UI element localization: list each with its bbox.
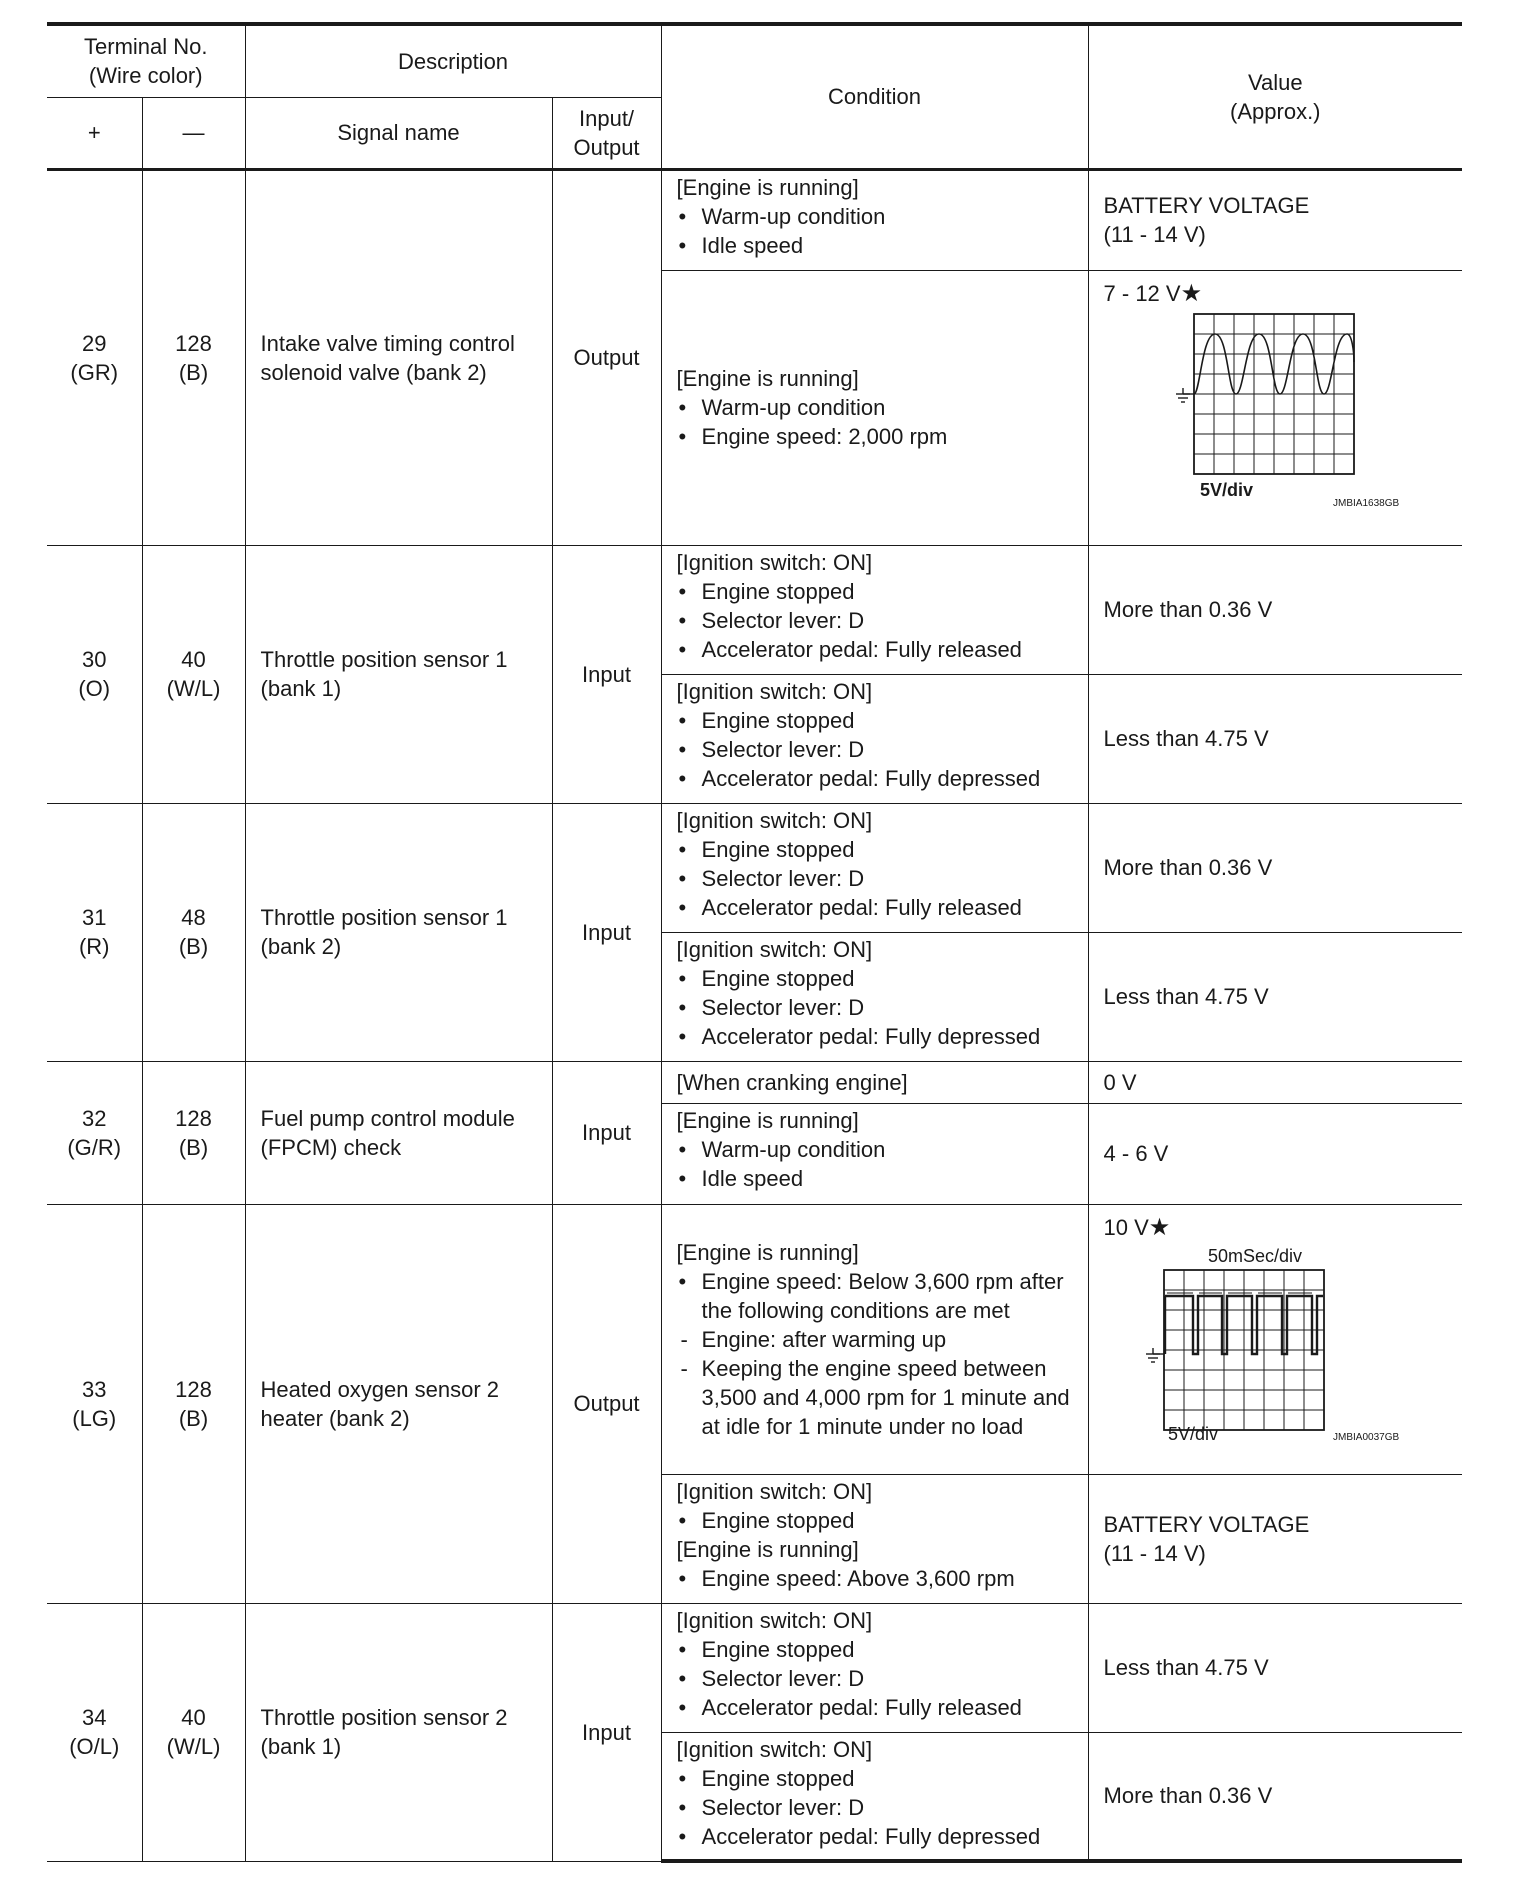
approx-label: (Approx.) [1230, 98, 1321, 124]
condition-cell [661, 1603, 1088, 1732]
condition-title: [Ignition switch: ON] [676, 678, 873, 704]
terminal-no-header [47, 24, 245, 97]
time-per-div-label: 50mSec/div [1207, 1245, 1302, 1266]
minus-terminal-cell [142, 803, 245, 1061]
value-text: BATTERY VOLTAGE [1103, 193, 1310, 218]
signal-name-line: (bank 1) [260, 1734, 342, 1759]
value-header [1088, 24, 1462, 169]
condition-list [677, 1267, 1082, 1441]
signal-name-line: Heated oxygen sensor 2 [260, 1376, 500, 1402]
condition-list [677, 202, 1082, 260]
input-label: Input/ [579, 105, 635, 131]
value-cell [1088, 1474, 1462, 1603]
output-label: Output [573, 134, 640, 160]
condition-item: • Engine speed: 2,000 rpm [677, 422, 1082, 451]
wire-color: (GR) [70, 359, 119, 385]
terminal-number: 48 [181, 905, 206, 930]
input-output-header [552, 97, 661, 169]
condition-item: • Engine stopped [677, 1506, 1082, 1535]
wire-color: (B) [178, 359, 209, 385]
table-row [47, 803, 1462, 932]
condition-item: • Accelerator pedal: Fully released [677, 635, 1082, 664]
condition-list [677, 1764, 1082, 1851]
condition-list [677, 1135, 1082, 1193]
condition-cell [661, 1204, 1088, 1474]
table-row [47, 1061, 1462, 1103]
wire-color: (R) [78, 934, 110, 959]
terminal-no-label: Terminal No. [84, 34, 208, 60]
signal-name-line: solenoid valve (bank 2) [260, 359, 487, 385]
value-cell: 4 - 6 V [1088, 1103, 1462, 1204]
signal-name-cell [245, 1603, 552, 1861]
wire-color: (O) [78, 676, 111, 701]
condition-title: [When cranking engine] [676, 1069, 908, 1095]
condition-title: [Engine is running] [676, 366, 859, 391]
value-cell [1088, 169, 1462, 270]
value-cell: More than 0.36 V [1088, 1732, 1462, 1861]
signal-name-line: Throttle position sensor 1 [260, 647, 508, 672]
wire-color: (LG) [72, 1405, 117, 1431]
condition-cell [661, 270, 1088, 545]
condition-item: • Selector lever: D [677, 993, 1082, 1022]
condition-title: [Ignition switch: ON] [676, 1478, 873, 1504]
condition-item: • Engine stopped [677, 706, 1082, 735]
table-row [47, 1204, 1462, 1474]
figure-code-label: JMBIA1638GB [1332, 497, 1399, 509]
value-label: Value [1247, 69, 1303, 95]
condition-title: [Ignition switch: ON] [676, 1736, 873, 1762]
condition-list [677, 964, 1082, 1051]
condition-item: • Engine speed: Below 3,600 rpm after the following conditions are met [677, 1267, 1082, 1325]
plus-terminal-cell [47, 803, 142, 1061]
wire-color: (B) [178, 934, 209, 959]
io-cell: Input [552, 1061, 661, 1204]
io-cell: Output [552, 169, 661, 545]
condition-list [677, 1635, 1082, 1722]
terminal-number: 34 [82, 1705, 107, 1730]
signal-name-cell [245, 545, 552, 803]
condition-cell [661, 1061, 1088, 1103]
signal-name-line: Fuel pump control module [260, 1105, 515, 1131]
star-icon: ★ [1180, 279, 1203, 307]
condition-cell [661, 1732, 1088, 1861]
oscilloscope-grid [1194, 314, 1354, 474]
minus-terminal-cell [142, 169, 245, 545]
condition-item: • Accelerator pedal: Fully released [677, 1693, 1082, 1722]
table-row [47, 169, 1462, 270]
wire-color: (G/R) [67, 1134, 122, 1160]
condition-item: • Engine stopped [677, 577, 1082, 606]
signal-name-line: Throttle position sensor 2 [260, 1705, 508, 1730]
condition-subitem: - Keeping the engine speed between 3,500 and 4,000 rpm for 1 minute and at idle for 1 minute under no load [677, 1354, 1082, 1441]
value-text-line [1104, 279, 1453, 308]
condition-item: • Engine stopped [677, 1764, 1082, 1793]
condition-header: Condition [661, 24, 1088, 169]
terminal-number: 33 [82, 1376, 107, 1402]
value-cell: Less than 4.75 V [1088, 932, 1462, 1061]
condition-title: [Engine is running] [676, 1107, 859, 1133]
terminal-number: 32 [82, 1105, 107, 1131]
condition-item: • Selector lever: D [677, 735, 1082, 764]
condition-item: • Idle speed [677, 1164, 1082, 1193]
condition-title: [Engine is running] [676, 174, 859, 200]
oscilloscope-waveform-sine [1104, 312, 1424, 538]
signal-name-line: heater (bank 2) [260, 1405, 410, 1431]
signal-name-cell [245, 803, 552, 1061]
description-header: Description [245, 24, 661, 97]
condition-cell [661, 1103, 1088, 1204]
ecm-terminal-table-sheet [47, 22, 1462, 1863]
minus-terminal-header: — [142, 97, 245, 169]
volts-per-div-label: 5V/div [1199, 479, 1253, 500]
plus-terminal-cell [47, 545, 142, 803]
condition-list [677, 1564, 1082, 1593]
condition-title: [Engine is running] [676, 1239, 859, 1265]
table-row [47, 1603, 1462, 1732]
signal-name-cell [245, 1061, 552, 1204]
condition-title: [Ignition switch: ON] [676, 807, 873, 833]
condition-item: • Engine stopped [677, 835, 1082, 864]
condition-item: • Accelerator pedal: Fully released [677, 893, 1082, 922]
condition-title: [Engine is running] [676, 1536, 859, 1562]
condition-list [677, 1506, 1082, 1535]
terminal-number: 128 [175, 1105, 212, 1131]
io-cell: Input [552, 545, 661, 803]
terminal-number: 128 [175, 330, 212, 356]
ground-symbol-icon [1176, 388, 1194, 402]
wire-color: (B) [178, 1405, 209, 1431]
io-cell: Input [552, 1603, 661, 1861]
value-cell: 0 V [1088, 1061, 1462, 1103]
condition-item: • Selector lever: D [677, 864, 1082, 893]
condition-list [677, 577, 1082, 664]
condition-title: [Ignition switch: ON] [676, 549, 873, 575]
condition-cell [661, 545, 1088, 674]
value-text: 7 - 12 V [1103, 280, 1181, 306]
wire-color: (W/L) [166, 1734, 221, 1759]
condition-item: • Engine speed: Above 3,600 rpm [677, 1564, 1082, 1593]
io-cell: Input [552, 803, 661, 1061]
figure-code-label: JMBIA0037GB [1332, 1431, 1399, 1440]
minus-terminal-cell [142, 1204, 245, 1603]
terminal-number: 31 [82, 905, 107, 930]
terminal-number: 30 [82, 647, 107, 672]
value-cell [1088, 270, 1462, 545]
condition-cell [661, 169, 1088, 270]
condition-list [677, 835, 1082, 922]
value-cell: More than 0.36 V [1088, 545, 1462, 674]
signal-name-line: (bank 2) [260, 934, 342, 959]
volts-per-div-label: 5V/div [1167, 1423, 1218, 1440]
io-cell: Output [552, 1204, 661, 1603]
condition-item: • Idle speed [677, 231, 1082, 260]
value-text-line [1104, 1213, 1453, 1242]
condition-item: • Engine stopped [677, 964, 1082, 993]
condition-item: • Accelerator pedal: Fully depressed [677, 1822, 1082, 1851]
condition-title: [Ignition switch: ON] [676, 1607, 873, 1633]
minus-terminal-cell [142, 1603, 245, 1861]
minus-terminal-cell [142, 545, 245, 803]
terminal-reference-table [47, 22, 1462, 1863]
wire-color: (B) [178, 1134, 209, 1160]
terminal-number: 29 [82, 330, 107, 356]
condition-item: • Accelerator pedal: Fully depressed [677, 1022, 1082, 1051]
value-cell: Less than 4.75 V [1088, 674, 1462, 803]
plus-terminal-cell [47, 169, 142, 545]
value-cell [1088, 1204, 1462, 1474]
signal-name-line: Intake valve timing control [260, 330, 515, 356]
terminal-number: 40 [181, 1705, 206, 1730]
plus-terminal-header: + [47, 97, 142, 169]
plus-terminal-cell [47, 1204, 142, 1603]
condition-item: • Selector lever: D [677, 606, 1082, 635]
plus-terminal-cell [47, 1061, 142, 1204]
value-cell: More than 0.36 V [1088, 803, 1462, 932]
wire-color: (O/L) [69, 1734, 120, 1759]
condition-item: • Accelerator pedal: Fully depressed [677, 764, 1082, 793]
signal-name-line: (FPCM) check [260, 1134, 402, 1160]
condition-cell [661, 932, 1088, 1061]
condition-list [677, 706, 1082, 793]
condition-cell [661, 1474, 1088, 1603]
wire-color: (W/L) [166, 676, 221, 701]
condition-item: • Engine stopped [677, 1635, 1082, 1664]
minus-terminal-cell [142, 1061, 245, 1204]
condition-item: • Warm-up condition [677, 1135, 1082, 1164]
oscilloscope-grid [1164, 1270, 1324, 1430]
wire-color-label: (Wire color) [88, 63, 203, 89]
oscilloscope-waveform-pulse [1104, 1244, 1424, 1440]
condition-item: • Warm-up condition [677, 202, 1082, 231]
signal-name-line: Throttle position sensor 1 [260, 905, 508, 930]
signal-name-header: Signal name [245, 97, 552, 169]
ground-symbol-icon [1146, 1348, 1164, 1362]
value-text: 10 V [1103, 1214, 1149, 1240]
terminal-number: 40 [181, 647, 206, 672]
signal-name-line: (bank 1) [260, 676, 342, 701]
condition-subitem: - Engine: after warming up [677, 1325, 1082, 1354]
star-icon: ★ [1148, 1213, 1171, 1241]
condition-cell [661, 803, 1088, 932]
plus-terminal-cell [47, 1603, 142, 1861]
signal-name-cell [245, 169, 552, 545]
condition-title: [Ignition switch: ON] [676, 936, 873, 962]
terminal-number: 128 [175, 1376, 212, 1402]
table-row [47, 545, 1462, 674]
signal-name-cell [245, 1204, 552, 1603]
condition-cell [661, 674, 1088, 803]
value-text: BATTERY VOLTAGE [1103, 1511, 1310, 1537]
condition-item: • Selector lever: D [677, 1664, 1082, 1693]
value-text: (11 - 14 V) [1103, 222, 1206, 247]
value-text: (11 - 14 V) [1103, 1540, 1206, 1566]
condition-list [677, 393, 1082, 451]
condition-item: • Selector lever: D [677, 1793, 1082, 1822]
condition-item: • Warm-up condition [677, 393, 1082, 422]
value-cell: Less than 4.75 V [1088, 1603, 1462, 1732]
